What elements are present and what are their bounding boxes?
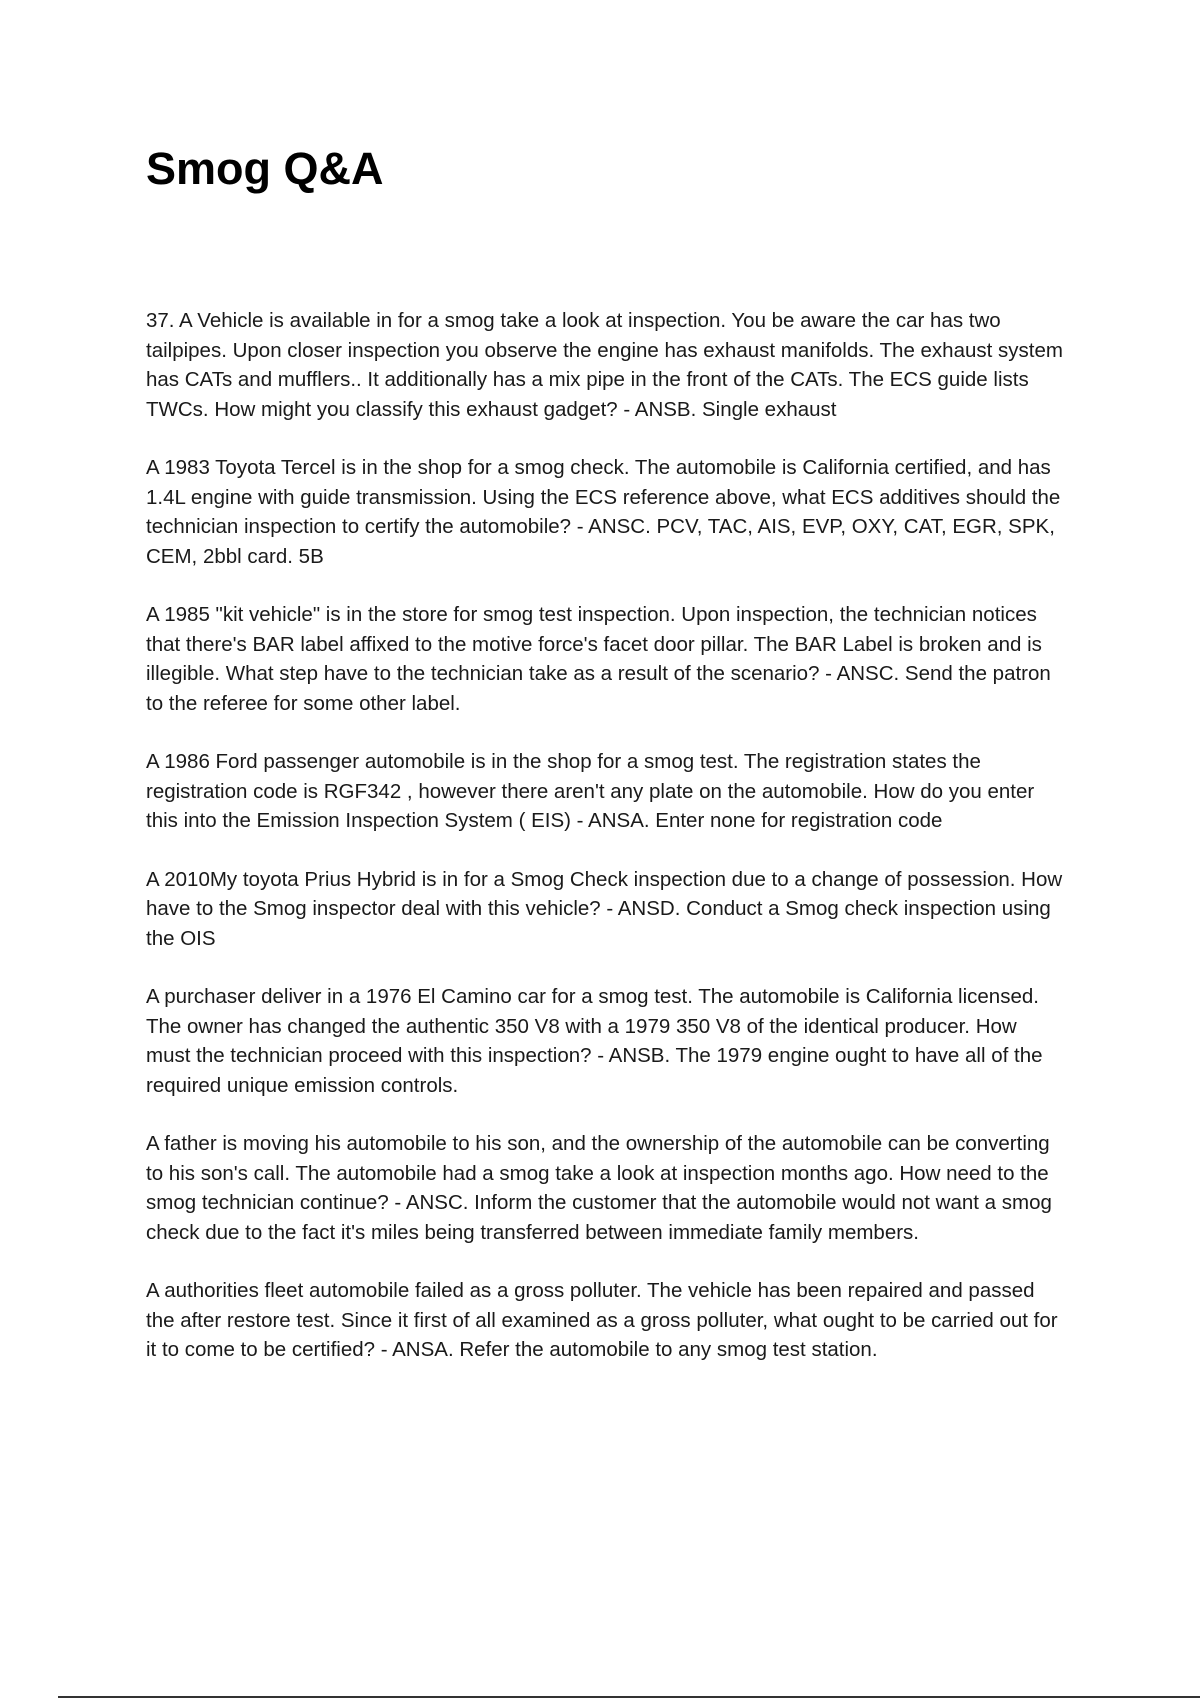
qa-entry: A 1986 Ford passenger automobile is in the shop for a smog test. The registration states the registration code is RGF342 , however there aren't any plate on the automobile. How do you enter this into the Emission Inspection System ( EIS) - ANSA. Enter none for registration code — [146, 750, 1035, 832]
footer-divider — [58, 1696, 1200, 1698]
qa-entry: A father is moving his automobile to his son, and the ownership of the automobile can be converting to his son's call. The automobile had a smog take a look at inspection months ago. How need to the smog technician continue? - ANSC. Inform the customer that the automobile would not want a smog check due to the fact it's miles being transferred between immediate family members. — [146, 1132, 1052, 1244]
qa-entry: A authorities fleet automobile failed as a gross polluter. The vehicle has been repaired and passed the after restore test. Since it first of all examined as a gross polluter, what ought to be carried out for it to come to be certified? - ANSA. Refer the automobile to any smog test station. — [146, 1279, 1058, 1361]
qa-list — [146, 306, 1064, 1394]
page-title: Smog Q&A — [146, 143, 384, 194]
qa-entry: A 1985 "kit vehicle" is in the store for smog test inspection. Upon inspection, the technician notices that there's BAR label affixed to the motive force's facet door pillar. The BAR Label is broken and is illegible. What step have to the technician take as a result of the scenario? - ANSC. Send the patron to the referee for some other label. — [146, 603, 1051, 715]
qa-entry: A 2010My toyota Prius Hybrid is in for a Smog Check inspection due to a change of possession. How have to the Smog inspector deal with this vehicle? - ANSD. Conduct a Smog check inspection using the OIS — [146, 867, 1063, 950]
qa-entry: A purchaser deliver in a 1976 El Camino car for a smog test. The automobile is California licensed. The owner has changed the authentic 350 V8 with a 1979 350 V8 of the identical producer. How must the technician proceed with this inspection? - ANSB. The 1979 engine ought to have all of the required unique emission controls. — [146, 985, 1043, 1097]
qa-entry: 37. A Vehicle is available in for a smog take a look at inspection. You be aware the car has two tailpipes. Upon closer inspection you observe the engine has exhaust manifolds. The exhaust system has CATs and mufflers.. It additionally has a mix pipe in the front of the CATs. The ECS guide lists TWCs. How might you classify this exhaust gadget? - ANSB. Single exhaust — [146, 309, 1063, 421]
qa-entry: A 1983 Toyota Tercel is in the shop for a smog check. The automobile is California certified, and has 1.4L engine with guide transmission. Using the ECS reference above, what ECS additives should the technician inspection to certify the automobile? - ANSC. PCV, TAC, AIS, EVP, OXY, CAT, EGR, SPK, CEM, 2bbl card. 5B — [146, 456, 1061, 568]
